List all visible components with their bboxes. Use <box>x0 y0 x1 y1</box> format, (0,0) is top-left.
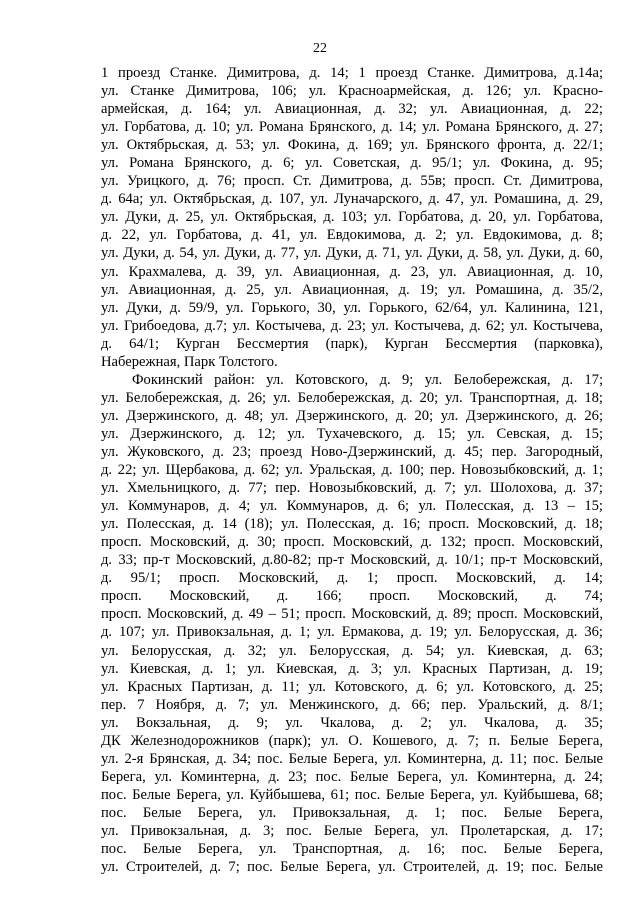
text-line: ул. Дуки, д. 54, ул. Дуки, д. 77, ул. Дуки, д. 71, ул. Дуки, д. 58, ул. Дуки, д. 60, <box>101 245 603 262</box>
text-line: ул. Привокзальная, д. 3; пос. Белые Берега, ул. Пролетарская, д. 17; <box>101 822 603 839</box>
text-line: ул. Полесская, д. 14 (18); ул. Полесская, д. 16; просп. Московский, д. 18; <box>101 516 603 533</box>
text-line: Набережная, Парк Толстого. <box>101 353 278 370</box>
text-line: армейская, д. 164; ул. Авиационная, д. 32; ул. Авиационная, д. 22; <box>101 101 603 118</box>
text-line: ул. Урицкого, д. 76; просп. Ст. Димитрова, д. 55в; просп. Ст. Димитрова, <box>101 173 603 190</box>
text-line: ул. Белорусская, д. 32; ул. Белорусская, д. 54; ул. Киевская, д. 63; <box>101 642 603 659</box>
text-line: Фокинский район: ул. Котовского, д. 9; ул. Белобережская, д. 17; <box>132 371 603 388</box>
text-line: ул. Киевская, д. 1; ул. Киевская, д. 3; ул. Красных Партизан, д. 19; <box>101 660 603 677</box>
text-line: ул. Дзержинского, д. 48; ул. Дзержинского, д. 20; ул. Дзержинского, д. 26; <box>101 407 603 424</box>
text-line: ДК Железнодорожников (парк); ул. О. Кошевого, д. 7; п. Белые Берега, <box>101 732 603 749</box>
text-line: ул. Дуки, д. 59/9, ул. Горького, 30, ул. Горького, 62/64, ул. Калинина, 121, <box>101 299 603 316</box>
text-line: д. 64/1; Курган Бессмертия (парк), Курган Бессмертия (парковка), <box>101 335 603 352</box>
text-line: ул. Горбатова, д. 10; ул. Романа Брянского, д. 14; ул. Романа Брянского, д. 27; <box>101 119 603 136</box>
text-line: пер. 7 Ноября, д. 7; ул. Менжинского, д. 66; пер. Уральский, д. 8/1; <box>101 696 603 713</box>
text-line: д. 107; ул. Привокзальная, д. 1; ул. Ермакова, д. 19; ул. Белорусская, д. 36; <box>101 624 603 641</box>
text-line: пос. Белые Берега, ул. Привокзальная, д. 1; пос. Белые Берега, <box>101 804 603 821</box>
text-line: ул. Дуки, д. 25, ул. Октябрьская, д. 103; ул. Горбатова, д. 20, ул. Горбатова, <box>101 209 603 226</box>
text-line: ул. Дзержинского, д. 12; ул. Тухачевского, д. 15; ул. Севская, д. 15; <box>101 425 603 442</box>
text-line: д. 95/1; просп. Московский, д. 1; просп. Московский, д. 14; <box>101 570 603 587</box>
text-line: ул. Красных Партизан, д. 11; ул. Котовского, д. 6; ул. Котовского, д. 25; <box>101 678 603 695</box>
text-line: ул. Строителей, д. 7; пос. Белые Берега, ул. Строителей, д. 19; пос. Белые <box>101 859 603 876</box>
text-line: д. 64а; ул. Октябрьская, д. 107, ул. Луначарского, д. 47, ул. Ромашина, д. 29, <box>101 191 603 208</box>
text-line: ул. Белобережская, д. 26; ул. Белобережская, д. 20; ул. Транспортная, д. 18; <box>101 389 603 406</box>
text-line: 1 проезд Станке. Димитрова, д. 14; 1 проезд Станке. Димитрова, д.14а; <box>101 65 603 81</box>
text-line: просп. Московский, д. 166; просп. Московский, д. 74; <box>101 588 603 605</box>
text-line: ул. Станке Димитрова, 106; ул. Красноармейская, д. 126; ул. Красно- <box>101 83 603 100</box>
text-line: ул. Вокзальная, д. 9; ул. Чкалова, д. 2; ул. Чкалова, д. 35; <box>101 714 603 731</box>
text-line: просп. Московский, д. 49 – 51; просп. Московский, д. 89; просп. Московский, <box>101 606 603 623</box>
text-line: ул. Жуковского, д. 23; проезд Ново-Дзержинский, д. 45; пер. Загородный, <box>101 443 603 460</box>
text-line: пос. Белые Берега, ул. Куйбышева, 61; пос. Белые Берега, ул. Куйбышева, 68; <box>101 786 603 803</box>
text-line: Берега, ул. Коминтерна, д. 23; пос. Белые Берега, ул. Коминтерна, д. 24; <box>101 768 603 785</box>
page-number: 22 <box>313 41 327 56</box>
text-line: д. 22; ул. Щербакова, д. 62; ул. Уральская, д. 100; пер. Новозыбковский, д. 1; <box>101 462 603 479</box>
text-line: ул. Грибоедова, д.7; ул. Костычева, д. 23; ул. Костычева, д. 62; ул. Костычева, <box>101 317 603 334</box>
text-line: просп. Московский, д. 30; просп. Московский, д. 132; просп. Московский, <box>101 534 603 551</box>
paragraph <box>101 371 603 876</box>
text-line: ул. Романа Брянского, д. 6; ул. Советская, д. 95/1; ул. Фокина, д. 95; <box>101 155 603 172</box>
text-line: ул. Крахмалева, д. 39, ул. Авиационная, д. 23, ул. Авиационная, д. 10, <box>101 263 603 280</box>
paragraph <box>101 64 603 371</box>
text-line: ул. Авиационная, д. 25, ул. Авиационная, д. 19; ул. Ромашина, д. 35/2, <box>101 281 603 298</box>
text-line: ул. Октябрьская, д. 53; ул. Фокина, д. 169; ул. Брянского фронта, д. 22/1; <box>101 137 603 154</box>
text-line: д. 33; пр-т Московский, д.80-82; пр-т Московский, д. 10/1; пр-т Московский, <box>101 552 603 569</box>
text-line: ул. 2-я Брянская, д. 34; пос. Белые Берега, ул. Коминтерна, д. 11; пос. Белые <box>101 750 603 767</box>
text-line: д. 22, ул. Горбатова, д. 41, ул. Евдокимова, д. 2; ул. Евдокимова, д. 8; <box>101 227 603 244</box>
text-line: ул. Хмельницкого, д. 77; пер. Новозыбковский, д. 7; ул. Шолохова, д. 37; <box>101 480 603 497</box>
text-line: ул. Коммунаров, д. 4; ул. Коммунаров, д. 6; ул. Полесская, д. 13 – 15; <box>101 498 603 515</box>
document-body <box>101 64 603 876</box>
text-line: пос. Белые Берега, ул. Транспортная, д. 16; пос. Белые Берега, <box>101 841 603 858</box>
